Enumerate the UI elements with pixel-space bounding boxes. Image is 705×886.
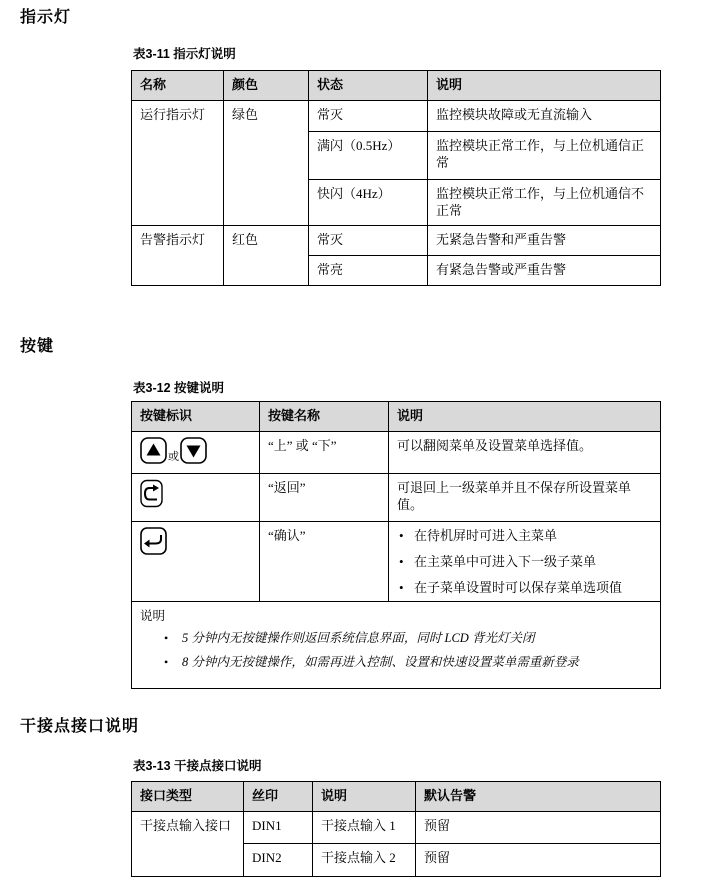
down-key-icon (180, 437, 207, 464)
table-caption-3-12: 表3-12 按键说明 (133, 381, 224, 395)
key-desc-cell (389, 522, 661, 602)
table-row (132, 432, 661, 474)
up-key-icon (140, 437, 167, 464)
col-header-color: 颜色 (224, 71, 309, 101)
col-header-desc: 说明 (428, 71, 661, 101)
section-heading-keys: 按键 (20, 338, 55, 355)
indicator-name-cell: 运行指示灯 (132, 101, 224, 226)
key-desc-cell: 可退回上一级菜单并且不保存所设置菜单值。 (389, 474, 661, 522)
col-header-key-mark: 按键标识 (132, 402, 260, 432)
indicator-state-cell: 快闪（4Hz） (309, 180, 428, 226)
indicator-color-cell: 红色 (224, 226, 309, 286)
indicator-desc-cell: 有紧急告警或严重告警 (428, 256, 661, 286)
table-row (132, 812, 661, 844)
table-caption-3-11: 表3-11 指示灯说明 (133, 47, 236, 61)
col-header-silk: 丝印 (244, 782, 313, 812)
back-key-icon (140, 479, 251, 508)
key-mark-cell (132, 432, 260, 474)
table-note-row (132, 602, 661, 689)
key-desc-cell: 可以翻阅菜单及设置菜单选择值。 (389, 432, 661, 474)
desc-cell: 干接点输入 2 (313, 844, 416, 877)
key-name-cell: “上” 或 “下” (260, 432, 389, 474)
indicator-table (131, 70, 661, 286)
indicator-state-cell: 常亮 (309, 256, 428, 286)
section-heading-dry-contact: 干接点接口说明 (20, 718, 140, 735)
port-type-cell: 干接点输入接口 (132, 812, 244, 877)
col-header-key-desc: 说明 (389, 402, 661, 432)
keys-table (131, 401, 661, 689)
or-label: 或 (168, 451, 179, 463)
silk-cell: DIN2 (244, 844, 313, 877)
col-header-state: 状态 (309, 71, 428, 101)
confirm-bullet: • 在待机屏时可进入主菜单 (397, 527, 652, 544)
col-header-desc: 说明 (313, 782, 416, 812)
section-heading-indicator: 指示灯 (20, 9, 72, 26)
indicator-desc-cell: 无紧急告警和严重告警 (428, 226, 661, 256)
key-name-cell: “返回” (260, 474, 389, 522)
table-caption-3-13: 表3-13 干接点接口说明 (133, 759, 262, 773)
enter-key-icon (140, 527, 251, 555)
table-row (132, 522, 661, 602)
note-bullet: • 8 分钟内无按键操作，如需再进入控制、设置和快速设置菜单需重新登录 (162, 654, 652, 670)
indicator-state-cell: 常灭 (309, 226, 428, 256)
col-header-alarm: 默认告警 (416, 782, 661, 812)
confirm-bullet: • 在主菜单中可进入下一级子菜单 (397, 553, 652, 570)
indicator-name-cell: 告警指示灯 (132, 226, 224, 286)
alarm-cell: 预留 (416, 844, 661, 877)
table-row (132, 474, 661, 522)
indicator-state-cell: 常灭 (309, 101, 428, 132)
silk-cell: DIN1 (244, 812, 313, 844)
key-mark-cell (132, 522, 260, 602)
dry-contact-table (131, 781, 661, 877)
key-name-cell: “确认” (260, 522, 389, 602)
indicator-desc-cell: 监控模块故障或无直流输入 (428, 101, 661, 132)
table-row (132, 226, 661, 256)
indicator-desc-cell: 监控模块正常工作，与上位机通信不正常 (428, 180, 661, 226)
indicator-color-cell: 绿色 (224, 101, 309, 226)
key-mark-cell (132, 474, 260, 522)
table-row (132, 101, 661, 132)
desc-cell: 干接点输入 1 (313, 812, 416, 844)
col-header-port-type: 接口类型 (132, 782, 244, 812)
col-header-key-name: 按键名称 (260, 402, 389, 432)
confirm-bullet: • 在子菜单设置时可以保存菜单选项值 (397, 579, 652, 596)
indicator-state-cell: 满闪（0.5Hz） (309, 132, 428, 180)
note-cell (132, 602, 661, 689)
note-bullet: • 5 分钟内无按键操作则返回系统信息界面，同时 LCD 背光灯关闭 (162, 630, 652, 646)
alarm-cell: 预留 (416, 812, 661, 844)
col-header-name: 名称 (132, 71, 224, 101)
indicator-desc-cell: 监控模块正常工作，与上位机通信正常 (428, 132, 661, 180)
note-title: 说明 (140, 609, 166, 623)
